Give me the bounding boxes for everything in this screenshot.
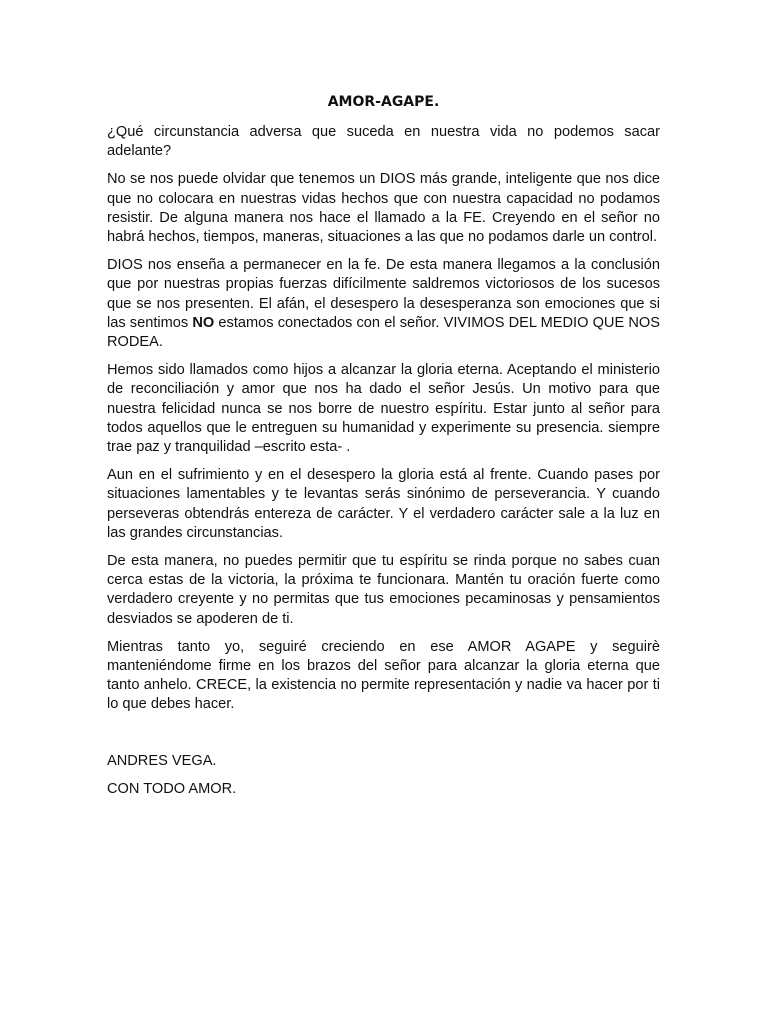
paragraph-3 — [107, 256, 660, 352]
paragraph-6: De esta manera, no puedes permitir que tu espíritu se rinda porque no sabes cuan cerca estas de la victoria, la próxima te funcionara. Mantén tu oración fuerte como verdadero creyente y no permitas que tus emociones pecaminosas y pensamientos desviados se apoderen de ti. — [107, 553, 660, 627]
paragraph-4: Hemos sido llamados como hijos a alcanzar la gloria eterna. Aceptando el ministerio de reconciliación y amor que nos ha dado el señor Jesús. Un motivo para que nuestra felicidad nunca se nos borre de nuestro espíritu. Estar junto al señor para todos aquellos que le entreguen su humanidad y experimente su presencia. siempre trae paz y tranquilidad –escrito esta- . — [107, 362, 660, 456]
document-page — [107, 92, 660, 808]
paragraph-3-text-after: estamos conectados con el señor. VIVIMOS DEL MEDIO QUE NOS RODEA. — [107, 314, 660, 351]
signature-name: ANDRES VEGA. — [107, 752, 217, 769]
paragraph-2: No se nos puede olvidar que tenemos un DIOS más grande, inteligente que nos dice que no colocara en nuestras vidas hechos que con nuestra capacidad no podamos resistir. De alguna manera nos hace el llamado a la FE. Creyendo en el señor no habrá hechos, tiempos, maneras, situaciones a las que no podamos darle un control. — [107, 171, 660, 246]
paragraph-1: ¿Qué circunstancia adversa que suceda en nuestra vida no podemos sacar adelante? — [107, 124, 660, 160]
paragraph-7: Mientras tanto yo, seguiré creciendo en ese AMOR AGAPE y seguirè manteniéndome firme en los brazos del señor para alcanzar la gloria eterna que tanto anhelo. CRECE, la existencia no permite representación y nadie va hacer por ti lo que debes hacer. — [107, 638, 660, 713]
paragraph-5: Aun en el sufrimiento y en el desespero la gloria está al frente. Cuando pases por situaciones lamentables y te levantas serás sinónimo de perseverancia. Y cuando perseveras obtendrás entereza de carácter. Y el verdadero carácter sale a la luz en las grandes circunstancias. — [107, 467, 660, 541]
signature-block — [107, 752, 660, 799]
paragraph-3-text-before: DIOS nos enseña a permanecer en la fe. De esta manera llegamos a la conclusión que por nuestras propias fuerzas difícilmente saldremos victoriosos de los sucesos que se nos presenten. El afán, el desespero la desesperanza son emociones que si las sentimos — [107, 257, 660, 331]
paragraph-3-bold-no: NO — [192, 314, 215, 331]
document-title: AMOR-AGAPE. — [327, 94, 440, 110]
signature-closing: CON TODO AMOR. — [107, 780, 237, 797]
